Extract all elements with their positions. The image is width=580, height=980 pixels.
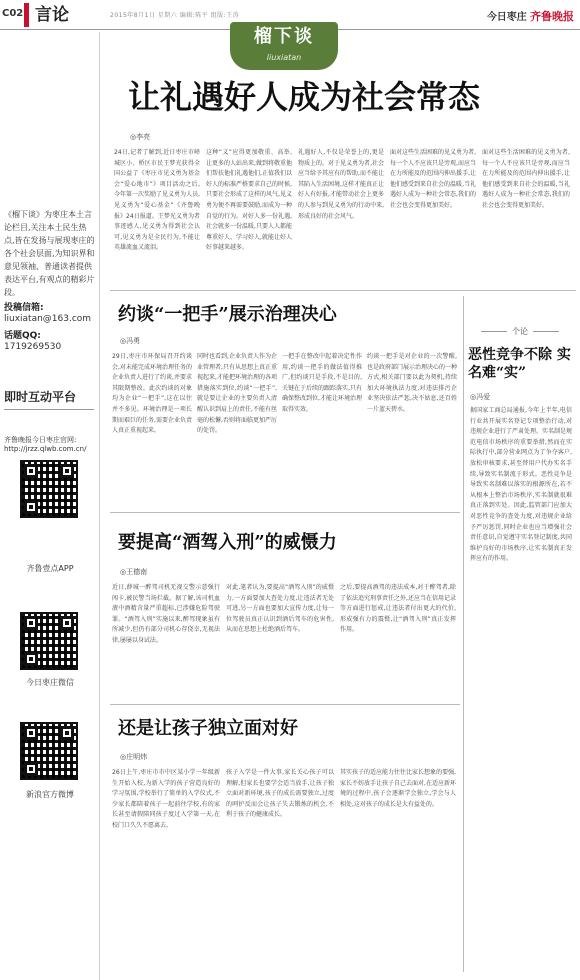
article-1-col-2: 这种“义”应得更加敬重、高举,让更多的人站出来,做到将敬重他们帮扶他们礼遇他们,正值我们以好人的标准严格要求自己的时候,只要社会形成了这样的风气,见义勇为便不再需要鼓励,而成为一种自觉的行为。对好人多一份礼遇,社会就多一份温暖,只要人人都能尊重好人、学习好人,就能让好人好事越来越多。 [206, 149, 292, 252]
section-label [24, 3, 86, 27]
article-4-col-1: 26日上午,枣庄市市中区某小学一年级新生开始入校,为新入学的孩子营造良好的学习氛围,学校举行了简单的入学仪式,不少家长都陪着孩子一起前往学校,有的家长甚至请假陪同孩子度过入学第一天,在校门口久久不愿离去。 [112, 769, 220, 829]
contact-label: 投稿信箱: [4, 303, 44, 313]
article-3-col-1: 近日,薛城一醉驾司机无视交警示意强行闯卡,被民警当场拦截。据了解,该司机血液中酒精含量严重超标,已涉嫌危险驾驶罪。“酒驾入刑”实施以来,醉驾现象虽有所减少,但仍有部分司机心存侥幸,无视法律,屡屡以身试法。 [112, 584, 220, 644]
platform-title: 即时互动平台 [4, 390, 77, 404]
divider [110, 290, 576, 291]
column-divider [463, 296, 464, 972]
paper-title: 齐鲁晚报 [530, 10, 574, 23]
article-3-headline: 要提高“酒驾入刑”的威慑力 [118, 532, 337, 553]
side-column-tag: 个论 [470, 326, 570, 337]
article-1-col-1: 24日,记者了解到,近日枣庄市峄城区小、桥区市民王梦光获得全国公益了《枣庄市见义勇为基金会“爱心地市”》项目活动之后,今年第一次奖励了见义勇为人员,见义勇为“爱心基金”《齐鲁晚报》24日报道。王梦光义勇为者事迹感人,见义勇为得到社会认可,见义勇为是全民行为,不能让英雄流血又流泪。 [114, 149, 200, 252]
qr-code-weibo[interactable] [20, 722, 78, 780]
article-1-col-5: 面对这些生活困难的见义勇为者,每一个人不应该只是旁观,而应当在力所能及的范围内伸出援手,让他们感受到来自社会的温暖,当礼遇好人成为一种社会常态,我们的社会也会变得更加美好。 [482, 149, 570, 209]
page-number: C02 [2, 8, 24, 19]
side-column-body: 据国家工商总局通报,今年上半年,电信行业共开展实名登记专项整治行动,对违规企业进行了严肃处理。实名制是规范电信市场秩序的重要举措,然而在实际执行中,部分营业网点为了争夺客户,放松审核要求,甚至替用户代办实名手续,导致实名制流于形式。恶性竞争是导致实名制难以落实的根源所在,若不从根本上整治市场秩序,实名制就很难真正落到实处。因此,监管部门应加大对恶性竞争的查处力度,对违规企业给予严厉惩罚,同时企业也应当增强社会责任意识,自觉遵守实名登记制度,共同维护良好的市场秩序,让实名制真正发挥应有的作用。 [470, 407, 572, 563]
qq-label: 话题QQ: [4, 331, 41, 341]
article-3-col-3: 之后,要提高酒驾的违法成本,对于醉驾者,除了依法追究刑事责任之外,还应当在信用记录等方面进行惩戒,让违法者付出更大的代价,形成强有力的震慑,让“酒驾入刑”真正发挥作用。 [340, 584, 456, 634]
article-1-col-4: 面对这些生活困难的见义勇为者,每一个人不应该只是旁观,而应当在力所能及的范围内伸出援手,让他们感受到来自社会的温暖,当礼遇好人成为一种社会常态,我们的社会也会变得更加美好。 [390, 149, 476, 209]
qr-caption-wechat: 今日枣庄微信 [26, 678, 74, 687]
article-1-col-3: 礼遇好人,不仅是荣誉上的,更是物质上的。对于见义勇为者,社会应当给予其应有的帮助,而不能让其陷入生活困境,这样才能真正让好人有好报,才能带动社会上更多的人参与到见义勇为的行动中来,形成良好的社会风气。 [298, 149, 384, 220]
banner-title: 榴下谈 [254, 26, 314, 47]
paper-name [487, 8, 574, 24]
weibo-label: 齐鲁晚报今日枣庄官网: [4, 436, 77, 444]
qr-code-app[interactable] [20, 460, 78, 518]
article-4-byline: ◎庄明炜 [120, 753, 148, 761]
contact-email[interactable]: liuxiatan@163.com [4, 314, 92, 324]
sidebar-intro: 《榴下谈》为枣庄本土言论栏目,关注本土民生热点,皆在发扬与展现枣庄的各个社会层面,为知识界和意见领袖、普通读者提供表达平台,有观点的精彩片段。 [4, 210, 95, 297]
article-2-col-2: 同时也看到,企业负责人作为企业管理者,只有从思想上真正重视起来,才能把环境治理的各项措施落实到位,约谈“一把手”,就是要让企业的主要负责人清醒认识到肩上的责任,不能有丝毫的松懈,否则将面临更加严厉的处罚。 [197, 353, 277, 435]
column-banner [230, 22, 338, 70]
qr-code-wechat[interactable] [20, 612, 78, 670]
divider [4, 409, 94, 410]
article-3-col-2: 对此,笔者认为,要提高“酒驾入刑”的威慑力,一方面要加大查处力度,让违法者无处可逃,另一方面也要加大宣传力度,让每一位驾驶员真正认识到酒后驾车的危害性,从而在思想上杜绝酒后驾车。 [226, 584, 334, 634]
article-4-col-3: 其实孩子的适应能力往往比家长想象的要强,家长不妨放手让孩子自己去面对,在适应新环境的过程中,孩子会逐渐学会独立,学会与人相处,这对孩子的成长是大有益处的。 [340, 769, 456, 808]
article-2-headline: 约谈“一把手”展示治理决心 [118, 304, 337, 325]
paper-prefix: 今日枣庄 [486, 12, 527, 23]
qq-number: 1719269530 [4, 342, 62, 352]
article-4-col-2: 孩子入学是一件大事,家长关心孩子可以理解,但家长也要学会适当放手,让孩子独立面对新环境,孩子的成长需要独立,过度的呵护反而会让孩子失去锻炼的机会,不利于孩子的健康成长。 [226, 769, 334, 819]
section-name: 言论 [35, 5, 69, 25]
banner-subtitle: liuxiatan [266, 53, 302, 62]
side-column-byline: ◎冯爱 [470, 393, 491, 401]
article-3-byline: ◎王德南 [120, 568, 148, 576]
qr-caption-weibo: 新浪官方微博 [26, 790, 74, 799]
divider [110, 512, 460, 513]
article-2-col-4: 约谈一把手是对企业的一次警醒,也是政府部门展示治理决心的一种方式,相关部门要以此为契机,持续加大环境执法力度,对违法排污企业坚决依法严惩,决不姑息,还百姓一片蓝天碧水。 [367, 353, 457, 413]
article-2-col-3: 一把手在整改中起着决定性作用,约谈一把手的做法值得推广,但约谈只是手段,不是目的,关键在于后续的跟踪落实,只有确保整改到位,才能让环境治理取得实效。 [282, 353, 362, 413]
sidebar [0, 32, 100, 980]
qr-caption-app: 齐鲁壹点APP [26, 564, 74, 573]
article-1-headline: 让礼遇好人成为社会常态 [128, 78, 481, 116]
divider [110, 704, 460, 705]
article-2-byline: ◎冯勇 [120, 337, 141, 345]
article-1-byline: ◎李亮 [130, 133, 151, 141]
article-4-headline: 还是让孩子独立面对好 [118, 718, 298, 739]
weibo-url[interactable]: http://jrzz.qlwb.com.cn/ [4, 445, 87, 453]
side-column-headline: 恶性竞争不除 实名难“实” [468, 347, 571, 381]
article-2-col-1: 29日,枣庄市环保局召开约谈会,对未能完成环境治理任务的企业负责人进行了约谈,并要求其限期整改。此次约谈的对象均为企业“一把手”,这在以往并不多见。环境治理是一项长期而艰巨的任务,需要企业负责人真正重视起来。 [112, 353, 192, 435]
edition-info: 2015年8月1日 星期六 编辑:陈平 组版:王涛 [110, 12, 240, 19]
